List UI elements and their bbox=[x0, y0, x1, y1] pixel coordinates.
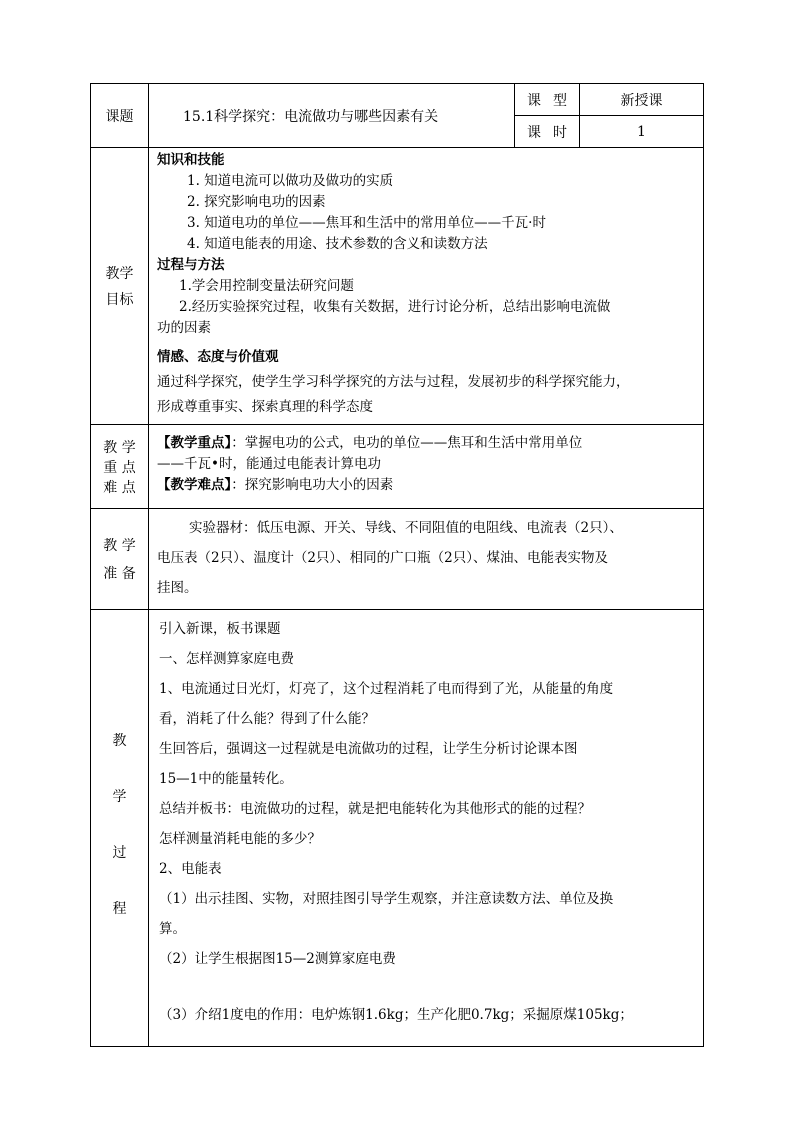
class-hours-label: 课时 bbox=[515, 116, 580, 148]
attitude-text: 通过科学探究，使学生学习科学探究的方法与过程，发展初步的科学探究能力， bbox=[157, 374, 630, 390]
knowledge-item: 2. 探究影响电功的因素 bbox=[187, 194, 326, 210]
preparation-label-line: 准 备 bbox=[103, 566, 136, 582]
attitude-text: 形成尊重事实、探索真理的科学态度 bbox=[157, 399, 373, 415]
objectives-content bbox=[149, 148, 704, 425]
process-heading: 过程与方法 bbox=[157, 257, 225, 273]
process-item: 2.经历实验探究过程，收集有关数据，进行讨论分析，总结出影响电流做 bbox=[179, 299, 611, 315]
process-line: 2、电能表 bbox=[159, 861, 222, 877]
focus-tag: 【教学重点】 bbox=[157, 435, 232, 451]
knowledge-item: 4. 知道电能表的用途、技术参数的含义和读数方法 bbox=[187, 236, 488, 252]
lesson-title: 15.1科学探究：电流做功与哪些因素有关 bbox=[149, 84, 515, 148]
keypoints-label-line: 重 点 bbox=[103, 459, 136, 476]
knowledge-heading: 知识和技能 bbox=[157, 152, 225, 168]
process-item-continuation: 功的因素 bbox=[157, 320, 211, 336]
process-line: （1）出示挂图、实物，对照挂图引导学生观察，并注意读数方法、单位及换 bbox=[159, 891, 614, 907]
topic-label: 课题 bbox=[91, 84, 149, 148]
keypoints-label-line: 教 学 bbox=[103, 439, 136, 456]
process-label-char: 学 bbox=[112, 789, 127, 805]
preparation-label bbox=[91, 509, 149, 610]
objectives-label-line: 目标 bbox=[105, 292, 134, 308]
knowledge-item: 1. 知道电流可以做功及做功的实质 bbox=[187, 173, 394, 189]
difficulty-line bbox=[157, 475, 697, 496]
lesson-plan-table bbox=[90, 83, 704, 1047]
process-line: 一、怎样测算家庭电费 bbox=[159, 651, 294, 667]
keypoints-label bbox=[91, 425, 149, 509]
preparation-content bbox=[149, 509, 704, 610]
focus-line bbox=[157, 433, 697, 454]
knowledge-item: 3. 知道电功的单位——焦耳和生活中的常用单位——千瓦·时 bbox=[187, 215, 546, 231]
preparation-line: 电压表（2只）、温度计（2只）、相同的广口瓶（2只）、煤油、电能表实物及 bbox=[157, 550, 609, 566]
process-label-char: 过 bbox=[112, 845, 127, 861]
process-label-char: 教 bbox=[112, 733, 127, 749]
process-label bbox=[91, 610, 149, 1047]
preparation-line: 挂图。 bbox=[157, 580, 198, 596]
objectives-label-line: 教学 bbox=[105, 266, 134, 282]
process-line: 总结并板书：电流做功的过程，就是把电能转化为其他形式的能的过程？ bbox=[159, 801, 591, 817]
process-line: （3）介绍1度电的作用：电炉炼钢1.6kg；生产化肥0.7kg；采掘原煤105kg； bbox=[159, 1007, 633, 1023]
keypoints-content bbox=[149, 425, 704, 509]
process-line: 怎样测量消耗电能的多少？ bbox=[159, 831, 321, 847]
process-line: （2）让学生根据图15—2测算家庭电费 bbox=[159, 951, 396, 967]
attitude-heading: 情感、态度与价值观 bbox=[157, 349, 279, 365]
objectives-label bbox=[91, 148, 149, 425]
process-item: 1.学会用控制变量法研究问题 bbox=[179, 278, 354, 294]
blank-space bbox=[159, 974, 697, 1000]
focus-text-continuation: ——千瓦•时，能通过电能表计算电功 bbox=[157, 456, 381, 472]
process-line: 生回答后，强调这一过程就是电流做功的过程，让学生分析讨论课本图 bbox=[159, 741, 578, 757]
process-label-char: 程 bbox=[112, 901, 127, 917]
lesson-type-label: 课型 bbox=[515, 84, 580, 116]
class-hours-value: 1 bbox=[580, 116, 704, 148]
difficulty-text: ：探究影响电功大小的因素 bbox=[231, 477, 394, 493]
process-content bbox=[149, 610, 704, 1047]
keypoints-label-line: 难 点 bbox=[103, 479, 136, 496]
lesson-type-value: 新授课 bbox=[580, 84, 704, 116]
process-line: 引入新课，板书课题 bbox=[159, 621, 281, 637]
difficulty-tag: 【教学难点】 bbox=[157, 477, 232, 493]
preparation-line: 实验器材：低压电源、开关、导线、不同阻值的电阻线、电流表（2只）、 bbox=[189, 520, 623, 536]
process-line: 15—1中的能量转化。 bbox=[159, 771, 293, 787]
process-line: 看，消耗了什么能？得到了什么能？ bbox=[159, 711, 375, 727]
process-line: 1、电流通过日光灯，灯亮了，这个过程消耗了电而得到了光，从能量的角度 bbox=[159, 681, 614, 697]
process-line: 算。 bbox=[159, 921, 186, 937]
focus-text: ：掌握电功的公式，电功的单位——焦耳和生活中常用单位 bbox=[231, 435, 583, 451]
preparation-label-line: 教 学 bbox=[103, 538, 136, 554]
